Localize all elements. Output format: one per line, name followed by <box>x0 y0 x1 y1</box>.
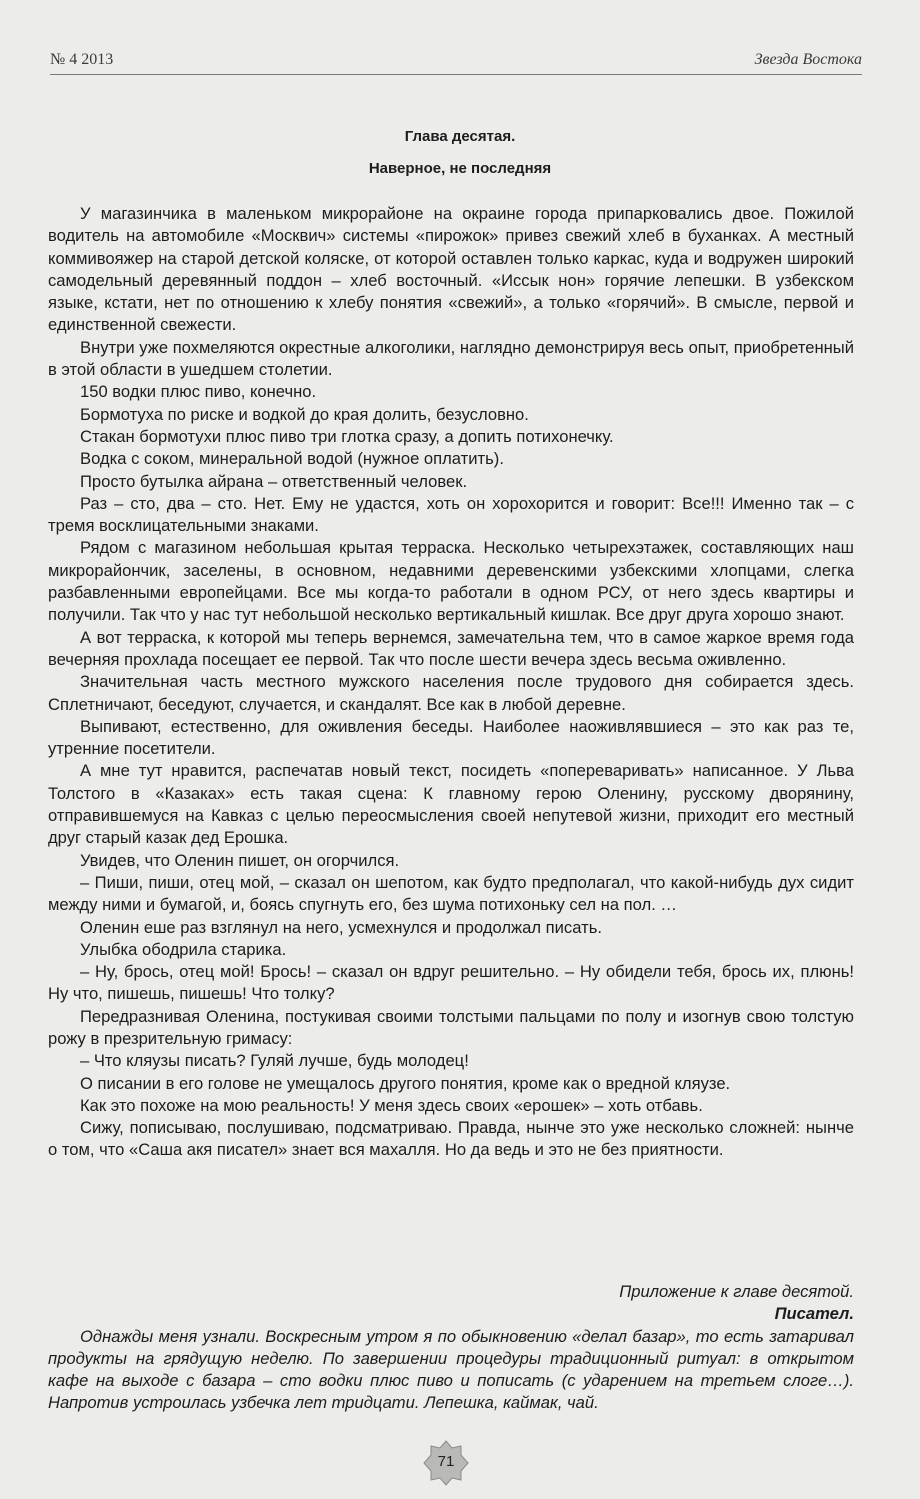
chapter-subtitle: Наверное, не последняя <box>368 160 552 177</box>
appendix-title: Приложение к главе десятой. <box>619 1282 854 1301</box>
paragraph: Улыбка ободрила старика. <box>80 939 287 959</box>
paragraph: Сижу, пописываю, послушиваю, подсматриваю. Правда, нынче это уже несколько сложней: нынче о том, что «Саша акя писател» знает вся махалля. Но да ведь и это не без приятности. <box>48 1118 854 1160</box>
paragraph: – Что кляузы писать? Гуляй лучше, будь молодец! <box>80 1051 469 1071</box>
paragraph: Раз – сто, два – сто. Нет. Ему не удастся, хоть он хорохорится и говорит: Все!!! Именно так – с тремя восклицательными знаками. <box>48 493 854 536</box>
page-number-badge <box>423 1440 469 1486</box>
running-header <box>50 48 862 75</box>
appendix-section <box>48 1281 854 1415</box>
paragraph: Бормотуха по риске и водкой до края долить, безусловно. <box>80 404 529 424</box>
appendix-heading: Писател. <box>774 1304 854 1324</box>
paragraph: А вот терраска, к которой мы теперь вернемся, замечательна тем, что в самое жаркое время года вечерняя прохлада посещает ее первой. Так что после шести вечера здесь весьма оживленно. <box>48 627 854 669</box>
paragraph: – Пиши, пиши, отец мой, – сказал он шепотом, как будто предполагал, что какой-нибудь дух сидит между ними и бумагой, и, боясь спугнуть его, без шума потихоньку сел на пол. … <box>48 872 854 915</box>
paragraph: – Ну, брось, отец мой! Брось! – сказал он вдруг решительно. – Ну обидели тебя, брось их, плюнь! Ну что, пишешь, пишешь! Что толку? <box>48 962 854 1004</box>
paragraph: Внутри уже похмеляются окрестные алкоголики, наглядно демонстрируя весь опыт, приобретенный в этой области в ушедшем столетии. <box>48 337 854 380</box>
body-text <box>48 203 854 1162</box>
chapter-title: Глава десятая. <box>404 128 516 145</box>
paragraph: Передразнивая Оленина, постукивая своими толстыми пальцами по полу и изогнув свою толстую рожу в презрительную гримасу: <box>48 1006 854 1048</box>
paragraph: Увидев, что Оленин пишет, он огорчился. <box>80 850 400 870</box>
journal-name: Звезда Востока <box>754 51 862 68</box>
appendix-text: Однажды меня узнали. Воскресным утром я по обыкновению «делал базар», то есть затаривал продукты на грядущую неделю. По завершении процедуры традиционный ритуал: в открытом кафе на выходе с базара – сто водки плюс пиво и пописать (с ударением на третьем слоге…). Напротив устроилась узбечка лет тридцати. Лепешка, каймак, чай. <box>48 1326 854 1413</box>
paragraph: Стакан бормотухи плюс пиво три глотка сразу, а допить потихонечку. <box>80 426 614 446</box>
paragraph: Просто бутылка айрана – ответственный человек. <box>80 471 468 491</box>
issue-number: № 4 2013 <box>50 51 114 68</box>
paragraph: 150 водки плюс пиво, конечно. <box>80 382 317 402</box>
paragraph: Оленин еше раз взглянул на него, усмехнулся и продолжал писать. <box>80 917 602 937</box>
paragraph: Водка с соком, минеральной водой (нужное оплатить). <box>80 449 504 469</box>
paragraph: У магазинчика в маленьком микрорайоне на окраине города припарковались двое. Пожилой водитель на автомобиле «Москвич» системы «пирожок» привез свежий хлеб в буханках. А местный коммивояжер на старой детской коляске, от которой оставлен только каркас, куда и водружен широкий самодельный деревянный поддон – хлеб восточный. «Иссык нон» горячие лепешки. В узбекском языке, кстати, нет по отношению к хлебу понятия «свежий», а только «горячий». В смысле, первой и единственной свежести. <box>48 204 854 335</box>
paragraph: О писании в его голове не умещалось другого понятия, кроме как о вредной кляузе. <box>80 1073 731 1093</box>
paragraph: Рядом с магазином небольшая крытая терраска. Несколько четырехэтажек, составляющих наш микрорайончик, заселены, в основном, недавними деревенскими узбекскими хлопцами, слегка разбавленными европейцами. Все мы когда-то работали в одном РСУ, от него здесь квартиры и получили. Так что у нас тут небольшой несколько вертикальный кишлак. Все друг друга хорошо знают. <box>48 538 854 625</box>
paragraph: Как это похоже на мою реальность! У меня здесь своих «ерошек» – хоть отбавь. <box>80 1095 703 1115</box>
paragraph: А мне тут нравится, распечатав новый текст, посидеть «попереваривать» написанное. У Льва Толстого в «Казаках» есть такая сцена: К главному герою Оленину, русскому дворянину, отправившемуся на Кавказ с целью переосмысления своей непутевой жизни, приходит его местный друг старый казак дед Ерошка. <box>48 761 854 848</box>
page-number: 71 <box>437 1453 455 1470</box>
paragraph: Значительная часть местного мужского населения после трудового дня собирается здесь. Сплетничают, беседуют, случается, и скандалят. Все как в любой деревне. <box>48 672 854 714</box>
paragraph: Выпивают, естественно, для оживления беседы. Наиболее наоживлявшиеся – это как раз те, утренние посетители. <box>48 716 854 759</box>
